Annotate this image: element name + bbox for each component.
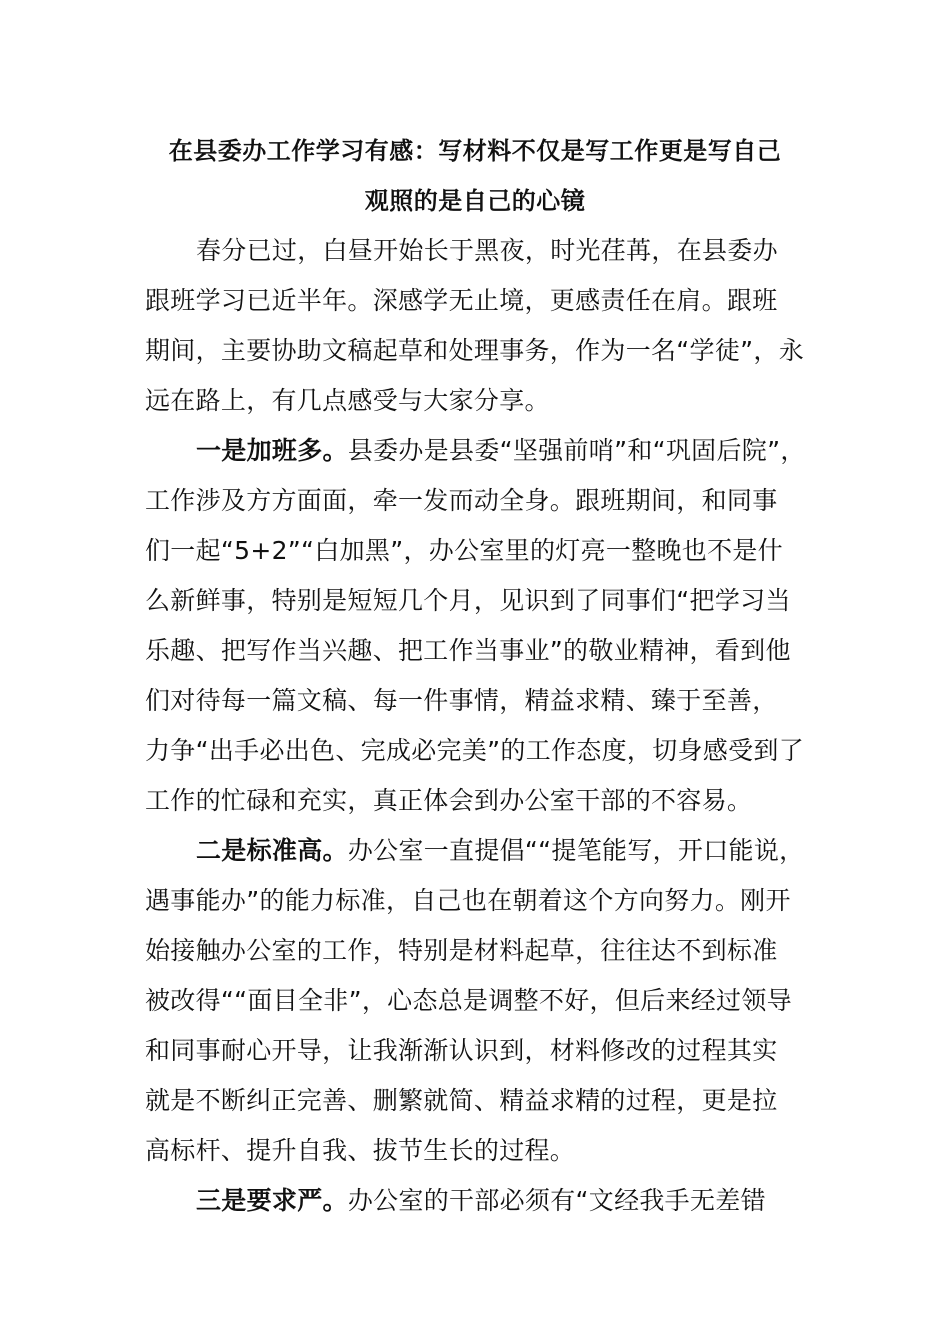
paragraph-2-first-text: 县委办是县委“坚强前哨”和“巩固后院”， bbox=[347, 436, 806, 465]
paragraph-2-line-5: 乐趣、把写作当兴趣、把工作当事业”的敬业精神，看到他 bbox=[145, 636, 791, 665]
paragraph-2-line-7: 力争“出手必出色、完成必完美”的工作态度，切身感受到了 bbox=[145, 736, 805, 765]
paragraph-2-line-2: 工作涉及方方面面，牵一发而动全身。跟班期间，和同事 bbox=[145, 486, 778, 515]
paragraph-3-line-3: 始接触办公室的工作，特别是材料起草，往往达不到标准 bbox=[145, 936, 778, 965]
paragraph-3-line-1 bbox=[196, 836, 804, 866]
paragraph-2-line-6: 们对待每一篇文稿、每一件事情，精益求精、臻于至善， bbox=[145, 686, 778, 715]
paragraph-2-line-4: 么新鲜事，特别是短短几个月，见识到了同事们“把学习当 bbox=[145, 586, 791, 615]
document-title-line-2: 观照的是自己的心镜 bbox=[364, 187, 586, 215]
document-title-line-1: 在县委办工作学习有感：写材料不仅是写工作更是写自己 bbox=[168, 137, 782, 165]
paragraph-3-line-5: 和同事耐心开导，让我渐渐认识到，材料修改的过程其实 bbox=[145, 1036, 778, 1065]
paragraph-2-line-3: 们一起“5+2”“白加黑”，办公室里的灯亮一整晚也不是什 bbox=[145, 536, 783, 565]
paragraph-3-line-2: 遇事能办”的能力标准，自己也在朝着这个方向努力。刚开 bbox=[145, 886, 791, 915]
paragraph-2-line-8: 工作的忙碌和充实，真正体会到办公室干部的不容易。 bbox=[145, 786, 753, 815]
paragraph-4-first-text: 办公室的干部必须有“文经我手无差错 bbox=[347, 1186, 766, 1215]
paragraph-1-line-4: 远在路上，有几点感受与大家分享。 bbox=[145, 386, 550, 415]
paragraph-2-line-1 bbox=[196, 436, 806, 466]
paragraph-4-line-1 bbox=[196, 1186, 766, 1216]
paragraph-3-first-text: 办公室一直提倡““提笔能写，开口能说， bbox=[347, 836, 805, 865]
paragraph-1-line-2: 跟班学习已近半年。深感学无止境，更感责任在肩。跟班 bbox=[145, 286, 778, 315]
paragraph-2-heading: 一是加班多。 bbox=[196, 436, 348, 465]
paragraph-1-line-1: 春分已过，白昼开始长于黑夜，时光荏苒，在县委办 bbox=[196, 236, 778, 265]
paragraph-1-line-3: 期间，主要协助文稿起草和处理事务，作为一名“学徒”，永 bbox=[145, 336, 805, 365]
paragraph-3-line-7: 高标杆、提升自我、拔节生长的过程。 bbox=[145, 1136, 576, 1165]
paragraph-4-heading: 三是要求严。 bbox=[196, 1186, 348, 1215]
paragraph-3-heading: 二是标准高。 bbox=[196, 836, 348, 865]
paragraph-3-line-4: 被改得““面目全非”，心态总是调整不好，但后来经过领导 bbox=[145, 986, 792, 1015]
paragraph-3-line-6: 就是不断纠正完善、删繁就简、精益求精的过程，更是拉 bbox=[145, 1086, 778, 1115]
